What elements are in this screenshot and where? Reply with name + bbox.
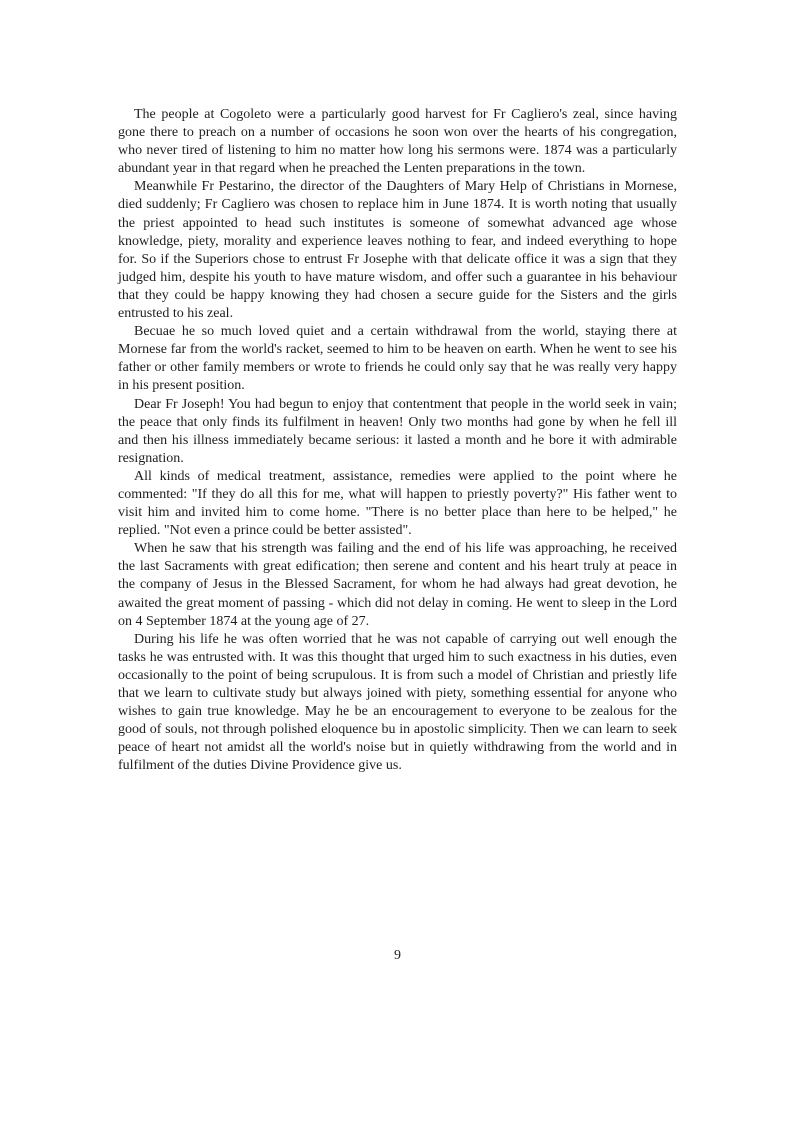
paragraph: The people at Cogoleto were a particularly good harvest for Fr Cagliero's zeal, since having gone there to preach on a number of occasions he soon won over the hearts of his congregation, who never tired of listening to him no matter how long his sermons were. 1874 was a particularly abundant year in that regard when he preached the Lenten preparations in the town. — [118, 107, 677, 177]
paragraph: When he saw that his strength was failing and the end of his life was approaching, he received the last Sacraments with great edification; then serene and content and his heart truly at peace in the company of Jesus in the Blessed Sacrament, for whom he had always had great devotion, he awaited the great moment of passing - which did not delay in coming. He went to sleep in the Lord on 4 September 1874 at the young age of 27. — [118, 541, 677, 629]
paragraph: Meanwhile Fr Pestarino, the director of the Daughters of Mary Help of Christians in Mornese, died suddenly; Fr Cagliero was chosen to replace him in June 1874. It is worth noting that usually the priest appointed to head such institutes is someone of somewhat advanced age whose knowledge, piety, morality and experience leaves nothing to fear, and indeed everything to hope for. So if the Superiors chose to entrust Fr Josephe with that delicate office it was a sign that they judged him, despite his youth to have mature wisdom, and offer such a guarantee in his behaviour that they could be happy knowing they had chosen a secure guide for the Sisters and the girls entrusted to his zeal. — [118, 179, 677, 322]
paragraph: During his life he was often worried that he was not capable of carrying out well enough the tasks he was entrusted with. It was this thought that urged him to such exactness in his duties, even occasionally to the point of being scrupulous. It is from such a model of Christian and priestly life that we learn to cultivate study but always joined with piety, something essential for anyone who wishes to gain true knowledge. May he be an encouragement to everyone to be zealous for the good of souls, not through polished eloquence bu in apostolic simplicity. Then we can learn to seek peace of heart not amidst all the world's noise but in quietly withdrawing from the world and in fulfilment of the duties Divine Providence give us. — [118, 631, 677, 774]
page-number: 9 — [394, 948, 401, 963]
paragraph: Becuae he so much loved quiet and a certain withdrawal from the world, staying there at Mornese far from the world's racket, seemed to him to be heaven on earth. When he went to see his father or other family members or wrote to friends he could only say that he was really very happy in his present position. — [118, 324, 677, 394]
paragraph: All kinds of medical treatment, assistance, remedies were applied to the point where he commented: "If they do all this for me, what will happen to priestly poverty?" His father went to visit him and invited him to come home. "There is no better place than here to be helped," he replied. "Not even a prince could be better assisted". — [118, 468, 677, 539]
body-text — [118, 106, 677, 775]
paragraph: Dear Fr Joseph! You had begun to enjoy that contentment that people in the world seek in vain; the peace that only finds its fulfilment in heaven! Only two months had gone by when he fell ill and then his illness immediately became serious: it lasted a month and he bore it with admirable resignation. — [118, 396, 677, 466]
